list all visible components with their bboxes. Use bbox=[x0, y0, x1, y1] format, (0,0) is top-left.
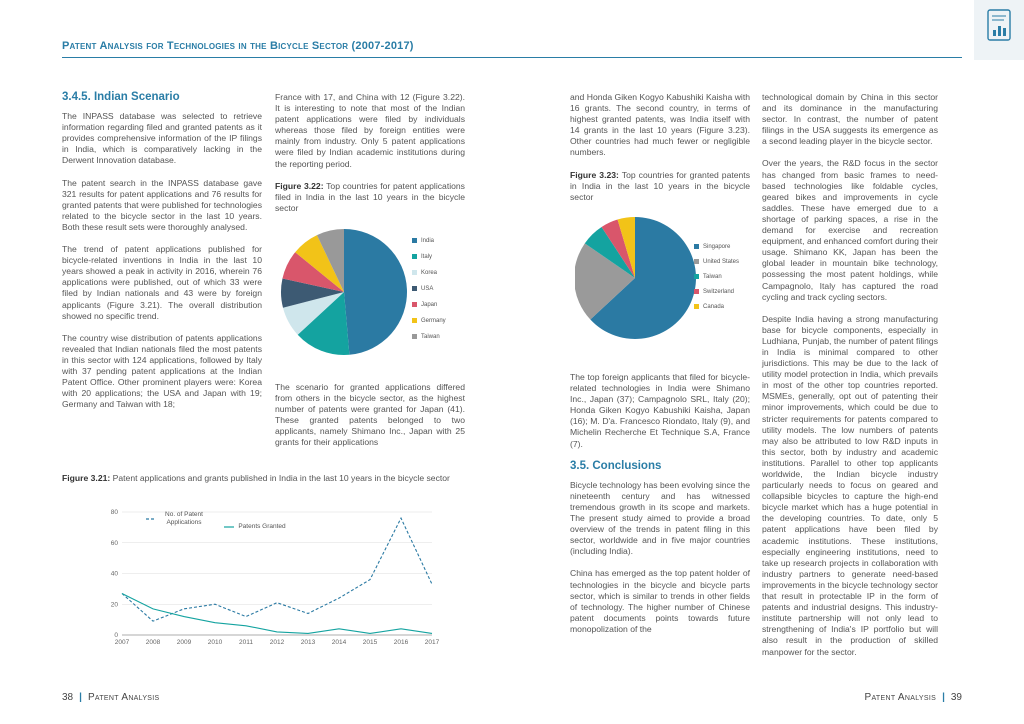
figure-label: Figure 3.23: bbox=[570, 170, 619, 180]
legend-item-switzerland bbox=[694, 289, 734, 295]
section-heading-conclusions: 3.5. Conclusions bbox=[570, 459, 662, 472]
legend-label: Japan bbox=[421, 302, 438, 309]
legend-item-united-states bbox=[694, 259, 739, 265]
legend-item-singapore bbox=[694, 244, 730, 250]
figure-caption-text: Patent applications and grants published in India in the last 10 years in the bicycle sector bbox=[110, 473, 450, 483]
pie-chart-fig-3-22 bbox=[280, 228, 415, 358]
legend-swatch bbox=[694, 289, 699, 294]
series-line-patents-granted bbox=[122, 593, 432, 633]
x-tick-label: 2016 bbox=[393, 639, 409, 646]
x-tick-label: 2017 bbox=[424, 639, 440, 646]
legend-swatch bbox=[412, 270, 417, 275]
header-divider bbox=[62, 57, 962, 58]
footer-title: Patent Analysis bbox=[864, 692, 937, 703]
pie-slice-india bbox=[344, 229, 407, 355]
legend-fig-3-22 bbox=[412, 238, 472, 348]
figure-caption-text: Top countries for granted patents in India in the last 10 years in the bicycle sector bbox=[570, 170, 750, 203]
paragraph: China has emerged as the top patent holder of technologies in the bicycle and bicycle parts sector, which is similar to trends in other fields of technology. The higher number of Chinese patent documents points towards future monopolization of the bbox=[570, 568, 750, 634]
column-4 bbox=[762, 92, 938, 669]
x-tick-label: 2015 bbox=[362, 639, 378, 646]
legend-swatch bbox=[694, 274, 699, 279]
line-chart-fig-3-21 bbox=[100, 505, 460, 650]
legend-swatch bbox=[412, 254, 417, 259]
legend-swatch bbox=[412, 302, 417, 307]
legend-label: Italy bbox=[421, 254, 433, 261]
y-tick-label: 80 bbox=[110, 509, 118, 516]
page-header-title: Patent Analysis for Technologies in the Bicycle Sector (2007-2017) bbox=[62, 40, 414, 52]
column-3-caption bbox=[570, 170, 750, 214]
figure-label: Figure 3.21: bbox=[62, 473, 111, 483]
legend-label: Canada bbox=[703, 304, 725, 311]
figure-caption bbox=[275, 181, 465, 214]
figure-caption bbox=[62, 473, 462, 484]
legend-swatch bbox=[412, 318, 417, 323]
x-tick-label: 2013 bbox=[300, 639, 316, 646]
paragraph: Over the years, the R&D focus in the sector has changed from basic frames to need-based technologies like foldable cycles, geared bikes and improvements in cycle saddles. These have emerged due to a shortage of parking spaces, a rise in the demand for exercise and recreation equipment, and enhanced comfort during their usage. Shimano KK, Japan has been the global leader in mountain bike technology, possessing the most patent holdings, while Campagnolo, Italy has captured the road cycling and track cycling sectors. bbox=[762, 158, 938, 302]
footer-title: Patent Analysis bbox=[87, 692, 160, 703]
document-chart-icon bbox=[974, 0, 1024, 60]
legend-label: Germany bbox=[421, 318, 446, 325]
page-number: 39 bbox=[950, 692, 962, 703]
legend-fig-3-23 bbox=[694, 244, 754, 324]
paragraph: and Honda Giken Kogyo Kabushiki Kaisha with 16 grants. The second country, in terms of highest granted patents, was India itself with 14 grants in the last 10 years (Figure 3.23). Other countries had much fewer or negligible numbers. bbox=[570, 92, 750, 158]
legend-item-india bbox=[412, 238, 434, 244]
paragraph: The patent search in the INPASS database gave 321 results for patent applications and 76 results for granted patents that were published for technologies related to the bicycle sector in the last 10 years. Both these result sets were thoroughly analysed. bbox=[62, 177, 262, 232]
paragraph: The top foreign applicants that filed for bicycle-related technologies in India were Shimano Inc., Japan (37); Campagnolo SRL, Italy (20); Honda Giken Kogyo Kabushiki Kaisha, Japan (16); M. D'a. Francesco Riondato, Italy (9), and Michelin Recherche Et Technique S.A, France (7). bbox=[570, 372, 750, 449]
legend-label: Korea bbox=[421, 270, 438, 277]
legend-item-usa bbox=[412, 286, 433, 292]
x-tick-label: 2014 bbox=[331, 639, 347, 646]
legend-swatch bbox=[412, 238, 417, 243]
legend-swatch bbox=[694, 304, 699, 309]
footer-separator: | bbox=[942, 692, 945, 703]
figure-caption bbox=[570, 170, 750, 203]
legend-item-germany bbox=[412, 318, 446, 324]
paragraph: Despite India having a strong manufacturing base for bicycle components, especially in Ludhiana, Punjab, the number of patent filings in India is minimal compared to other jurisdictions. This may be due to the lack of utility model protection in India, which prevails in most of the other top countries reported. MSMEs, generally, opt out of patenting their minor improvements, which could be due to stricter requirements for patents compared to utility models. The low numbers of patents may also be attributed to low R&D inputs in this sector, both by industry and academic institutions. Parallel to other top applicants worldwide, the Indian bicycle industry particularly needs to focus on geared and collapsible bicycles to capture the high-end bicycle market which has a huge potential in the developing countries. To date, only 5 patent applications have been filed by academic institutions. These institutions, especially engineering institutions, need to take up research projects in collaboration with industry partners to generate need-based improvements in the bicycle technology sector that result in protectable IP in the form of patents and industrial designs. This industry-institute partnership will not only lead to strengthening of India's IP portfolio but will also result in the production of skilled manpower for the sector. bbox=[762, 313, 938, 657]
legend-label-patents-granted: Patents Granted bbox=[238, 523, 286, 530]
figure-label: Figure 3.22: bbox=[275, 180, 324, 191]
column-2-lower bbox=[275, 382, 465, 460]
legend-swatch bbox=[412, 286, 417, 291]
legend-label-no-of-patent-applications: No. of Patent Applications bbox=[165, 511, 203, 526]
legend-item-japan bbox=[412, 302, 437, 308]
paragraph: France with 17, and China with 12 (Figure 3.22). It is interesting to note that most of the Indian patent applications were filed by individuals whereas those filed by foreign entities were mainly from industry. Only 5 patent applications were filed by Indian academic institutions during the reporting period. bbox=[275, 92, 465, 169]
paragraph: The country wise distribution of patents applications revealed that Indian nationals filed the most patents in this sector with 124 applications, followed by Italy with 37 pending patent applications at the Indian Patent Office. Other prominent players were: Korea with 20 applications; the USA and Japan with 19; Germany and Taiwan with 18; bbox=[62, 332, 262, 410]
x-tick-label: 2007 bbox=[114, 639, 130, 646]
legend-label: United States bbox=[703, 259, 740, 266]
legend-item-taiwan bbox=[412, 334, 440, 340]
column-2 bbox=[275, 92, 465, 225]
legend-swatch bbox=[694, 244, 699, 249]
legend-label: USA bbox=[421, 286, 434, 293]
figure-3-21-caption bbox=[62, 473, 462, 495]
legend-item-italy bbox=[412, 254, 432, 260]
paragraph: The scenario for granted applications differed from others in the bicycle sector, as the highest number of patents were granted for Japan (41). These granted patents belonged to two applicants, namely Shimano Inc., Japan with 25 grants for their applications bbox=[275, 382, 465, 448]
y-tick-label: 60 bbox=[110, 539, 118, 547]
legend-label: India bbox=[421, 238, 435, 245]
figure-caption-text: Top countries for patent applications filed in India in the last 10 years in the bicycle sector bbox=[275, 180, 465, 213]
column-3-lower bbox=[570, 372, 750, 646]
paragraph: The trend of patent applications published for bicycle-related inventions in India in the last 10 years showed a peak in activity in 2016, wherein 76 applications were published, out of which 33 were filed by Indian nationals and 43 were by foreign applicants (Figure 3.21). The overall distribution showed no specific trend. bbox=[62, 244, 262, 321]
paragraph: Bicycle technology has been evolving since the nineteenth century and has witnessed tremendous growth in its scope and markets. The present study aimed to provide a broad overview of the trends in patent filing in this sector, worldwide and in five major countries (including India). bbox=[570, 479, 750, 557]
legend-item-canada bbox=[694, 304, 724, 310]
x-tick-label: 2009 bbox=[176, 639, 192, 646]
column-3 bbox=[570, 92, 750, 170]
header-badge bbox=[974, 0, 1024, 60]
x-tick-label: 2011 bbox=[239, 639, 253, 646]
legend-swatch bbox=[412, 334, 417, 339]
legend-label: Switzerland bbox=[703, 289, 735, 296]
x-tick-label: 2012 bbox=[269, 639, 285, 646]
footer-left bbox=[62, 692, 159, 703]
footer-right bbox=[865, 692, 962, 703]
x-tick-label: 2008 bbox=[145, 639, 161, 646]
footer-separator: | bbox=[79, 692, 82, 703]
legend-label: Taiwan bbox=[421, 334, 440, 341]
paragraph: The INPASS database was selected to retrieve information regarding filed and granted patents as it provides comprehensive information of the IP filings in India, which is comparatively lacking in the Derwent Innovation database. bbox=[62, 111, 262, 166]
legend-label: Taiwan bbox=[703, 274, 722, 281]
legend-swatch bbox=[694, 259, 699, 264]
y-tick-label: 20 bbox=[110, 601, 118, 609]
section-heading-indian-scenario: 3.4.5. Indian Scenario bbox=[62, 91, 180, 103]
paragraph: technological domain by China in this sector and its dominance in the manufacturing sector. In contrast, the number of patent filings in the USA suggests its emergence as a second leading player in the bicycle sector. bbox=[762, 92, 938, 147]
legend-item-taiwan bbox=[694, 274, 722, 280]
y-tick-label: 40 bbox=[110, 570, 118, 578]
series-line-no-of-patent-applications bbox=[122, 518, 432, 621]
y-tick-label: 0 bbox=[114, 632, 118, 639]
pie-chart-fig-3-23 bbox=[575, 214, 700, 344]
legend-item-korea bbox=[412, 270, 437, 276]
x-tick-label: 2010 bbox=[207, 639, 223, 646]
page-number: 38 bbox=[62, 692, 74, 703]
column-1 bbox=[62, 92, 262, 421]
legend-label: Singapore bbox=[703, 244, 731, 251]
